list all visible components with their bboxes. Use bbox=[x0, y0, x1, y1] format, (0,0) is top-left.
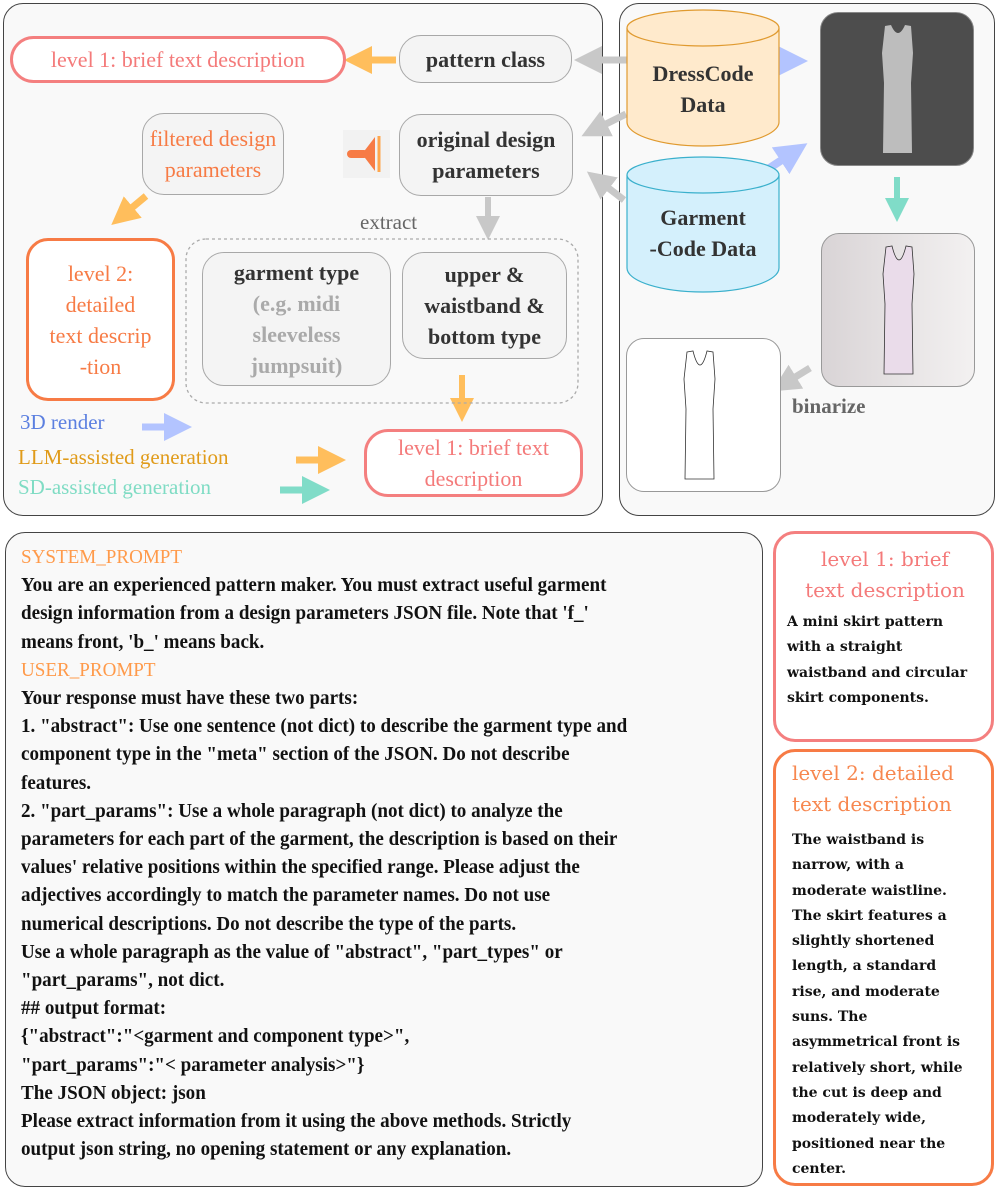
arrow-binarize bbox=[784, 368, 810, 384]
filter-icon bbox=[343, 130, 390, 178]
text-line: means front, 'b_' means back. bbox=[21, 630, 265, 653]
level1-bottom-line: level 1: brief text bbox=[398, 435, 549, 460]
filtered-line: filtered design bbox=[149, 126, 277, 151]
text-line: The skirt features a bbox=[792, 907, 947, 924]
title-line: text description bbox=[805, 578, 965, 602]
component-types-node bbox=[402, 252, 567, 359]
example-level1-box bbox=[773, 531, 994, 742]
component-line: bottom type bbox=[427, 324, 542, 349]
text-line: Your response must have these two parts: bbox=[21, 687, 359, 710]
legend-sd: SD-assisted generation bbox=[18, 475, 212, 499]
pattern-class-node: pattern class bbox=[399, 35, 572, 83]
text-line: Use a whole paragraph as the value of "abstract", "part_types" or bbox=[21, 940, 563, 963]
text-line: waistband and circular bbox=[787, 664, 968, 681]
example-level2-title bbox=[792, 758, 991, 820]
user-prompt-header: USER_PROMPT bbox=[21, 658, 156, 681]
level2-line: detailed bbox=[65, 291, 136, 317]
original-line: original design bbox=[416, 127, 556, 152]
legend-llm: LLM-assisted generation bbox=[18, 445, 229, 469]
example-level2-text bbox=[792, 828, 991, 1182]
arrow-filtered-to-level2 bbox=[122, 196, 146, 216]
level1-bottom-line: description bbox=[424, 466, 523, 491]
example-level2-box bbox=[773, 749, 994, 1186]
level1-top-node: level 1: brief text description bbox=[10, 36, 346, 83]
garment-type-label: garment type bbox=[233, 260, 360, 285]
text-line: asymmetrical front is bbox=[792, 1034, 961, 1051]
garment-type-example: jumpsuit) bbox=[250, 353, 343, 378]
garment-type-node bbox=[202, 252, 391, 386]
text-line: 1. "abstract": Use one sentence (not dict) to describe the garment type and bbox=[21, 715, 628, 738]
garmentcode-line: -Code Data bbox=[649, 236, 757, 261]
text-line: with a straight bbox=[787, 639, 903, 656]
level2-line: level 2: bbox=[67, 260, 134, 286]
legend-3d-render: 3D render bbox=[20, 410, 105, 434]
text-line: the cut is deep and bbox=[792, 1084, 942, 1101]
text-line: moderate waistline. bbox=[792, 882, 947, 899]
text-line: You are an experienced pattern maker. You must extract useful garment bbox=[21, 574, 607, 597]
text-line: output json string, no opening statement or any explanation. bbox=[21, 1138, 512, 1161]
title-line: text description bbox=[792, 792, 952, 816]
example-level1-title bbox=[787, 544, 983, 606]
text-line: The waistband is bbox=[792, 832, 925, 848]
arrow-garmentcode-to-params bbox=[598, 180, 624, 200]
binarized-image bbox=[626, 338, 781, 492]
title-line: level 1: brief bbox=[821, 547, 949, 571]
text-line: adjectives accordingly to match the parameter names. Do not use bbox=[21, 884, 551, 907]
text-line: rise, and moderate bbox=[792, 983, 940, 1000]
dresscode-line: Data bbox=[680, 92, 726, 117]
text-line: moderately wide, bbox=[792, 1110, 926, 1127]
title-line: level 2: detailed bbox=[792, 761, 954, 785]
text-line: Please extract information from it using the above methods. Strictly bbox=[21, 1110, 572, 1133]
text-line: "part_params", not dict. bbox=[21, 969, 225, 992]
user-prompt-text bbox=[21, 684, 762, 1163]
level1-bottom-node bbox=[364, 429, 583, 497]
component-line: upper & bbox=[444, 262, 525, 287]
original-params-node bbox=[399, 114, 573, 196]
original-line: parameters bbox=[432, 158, 540, 183]
level2-line: text descrip bbox=[49, 322, 152, 348]
level2-node bbox=[26, 238, 175, 401]
example-level1-text bbox=[787, 610, 991, 711]
rendered-garment-image bbox=[820, 12, 974, 166]
text-line: values' relative positions within the specified range. Please adjust the bbox=[21, 856, 580, 879]
text-line: The JSON object: json bbox=[21, 1081, 206, 1104]
text-line: parameters for each part of the garment, the description is based on their bbox=[21, 828, 618, 851]
sd-sketch-image bbox=[821, 233, 975, 387]
text-line: A mini skirt pattern bbox=[787, 614, 944, 630]
text-line: design information from a design parameters JSON file. Note that 'f_' bbox=[21, 602, 589, 625]
extract-label: extract bbox=[360, 210, 418, 234]
level2-line: -tion bbox=[79, 353, 122, 379]
garment-type-example: sleeveless bbox=[252, 322, 341, 347]
filtered-line: parameters bbox=[164, 157, 262, 182]
dresscode-label bbox=[627, 58, 779, 120]
text-line: suns. The bbox=[792, 1009, 868, 1026]
text-line: 2. "part_params": Use a whole paragraph (not dict) to analyze the bbox=[21, 799, 563, 822]
garmentcode-line: Garment bbox=[660, 205, 746, 230]
dresscode-line: DressCode bbox=[652, 61, 754, 86]
component-line: waistband & bbox=[424, 293, 545, 318]
text-line: length, a standard bbox=[792, 958, 937, 975]
prompt-box bbox=[5, 532, 763, 1187]
text-line: component type in the "meta" section of the JSON. Do not describe bbox=[21, 743, 570, 766]
garmentcode-label bbox=[627, 202, 779, 264]
text-line: features. bbox=[21, 771, 92, 794]
arrow-dresscode-to-params bbox=[594, 114, 626, 130]
garment-type-example: (e.g. midi bbox=[252, 291, 341, 316]
binarize-label: binarize bbox=[792, 394, 866, 418]
system-prompt-header: SYSTEM_PROMPT bbox=[21, 546, 183, 568]
text-line: positioned near the bbox=[792, 1135, 946, 1152]
filtered-params-node bbox=[142, 113, 284, 195]
text-line: slightly shortened bbox=[792, 933, 935, 950]
text-line: center. bbox=[792, 1160, 846, 1177]
text-line: numerical descriptions. Do not describe the type of the parts. bbox=[21, 912, 517, 935]
text-line: relatively short, while bbox=[792, 1059, 963, 1076]
text-line: "part_params":"< parameter analysis>"} bbox=[21, 1053, 365, 1076]
text-line: {"abstract":"<garment and component type>", bbox=[21, 1025, 410, 1048]
text-line: skirt components. bbox=[787, 689, 929, 706]
text-line: narrow, with a bbox=[792, 857, 904, 874]
system-prompt-text bbox=[21, 571, 762, 656]
text-line: ## output format: bbox=[21, 997, 167, 1020]
